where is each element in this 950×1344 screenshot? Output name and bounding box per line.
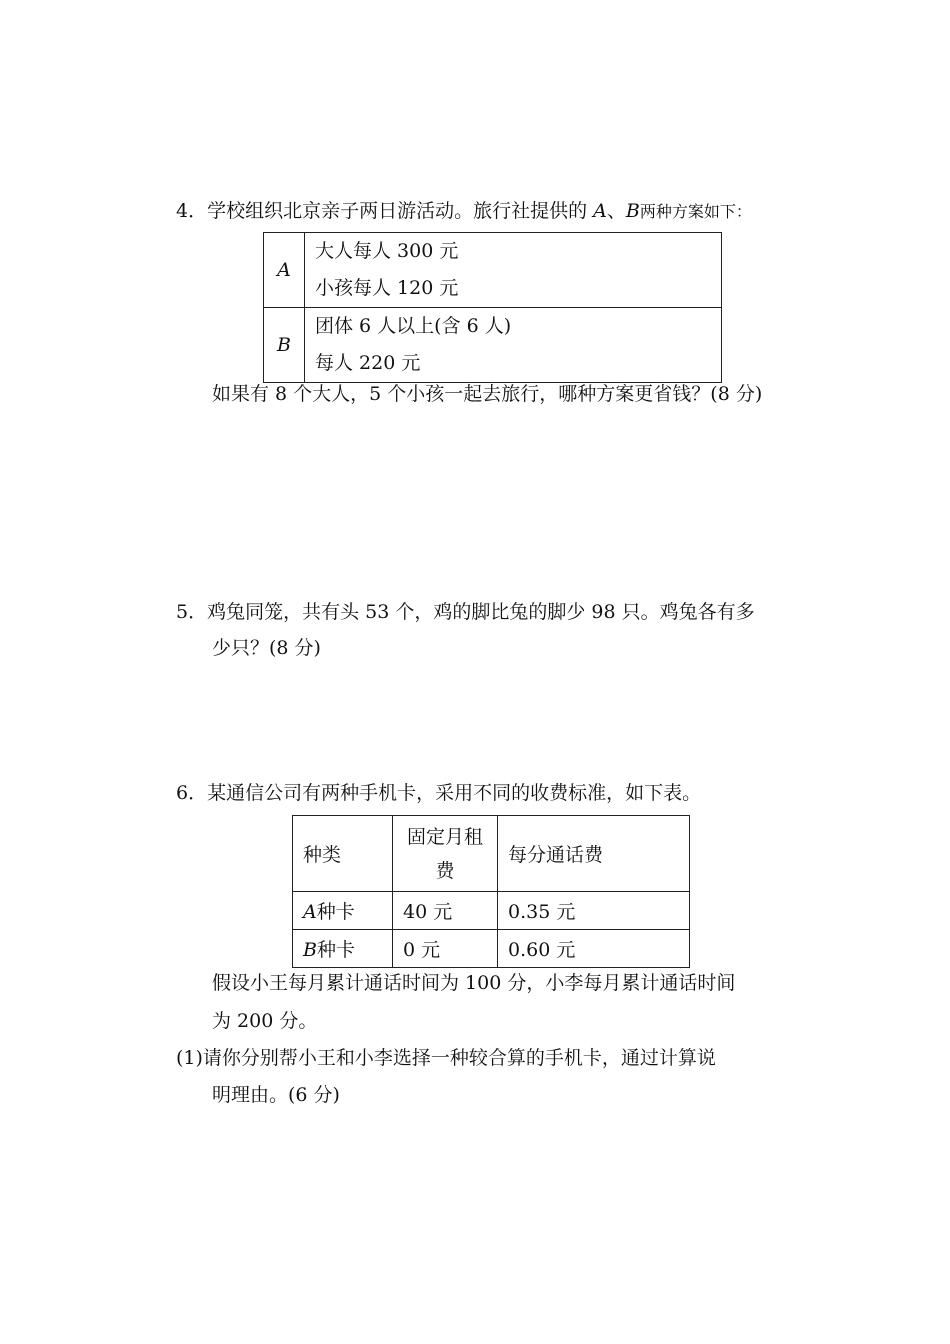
- card-rent: 40 元: [393, 892, 498, 930]
- table-row: [293, 892, 690, 930]
- plan-content: 大人每人 300 元 小孩每人 120 元: [305, 233, 722, 308]
- card-type: B种卡: [293, 930, 393, 968]
- header-rate: 每分通话费: [498, 816, 690, 892]
- plan-row-b: [264, 308, 722, 383]
- q5-line2: 少只？(8 分): [212, 637, 321, 659]
- q6-desc-line2: 为 200 分。: [212, 1010, 318, 1032]
- q6-desc-line1: 假设小王每月累计通话时间为 100 分，小李每月累计通话时间: [212, 972, 736, 994]
- card-rate: 0.35 元: [498, 892, 690, 930]
- card-rent: 0 元: [393, 930, 498, 968]
- q6-intro: 6．某通信公司有两种手机卡，采用不同的收费标准，如下表。: [176, 782, 702, 804]
- q4-intro: 4．学校组织北京亲子两日游活动。旅行社提供的 A、B两种方案如下：: [176, 200, 752, 222]
- table-row: [293, 930, 690, 968]
- q6-sub1-line1: (1)请你分别帮小王和小李选择一种较合算的手机卡，通过计算说: [176, 1047, 716, 1069]
- card-table: [292, 815, 690, 968]
- card-type: A种卡: [293, 892, 393, 930]
- q4-question: 如果有 8 个大人，5 个小孩一起去旅行，哪种方案更省钱？(8 分): [212, 383, 763, 405]
- header-rent: 固定月租 费: [393, 816, 498, 892]
- plan-row-a: [264, 233, 722, 308]
- card-rate: 0.60 元: [498, 930, 690, 968]
- plan-content: 团体 6 人以上(含 6 人) 每人 220 元: [305, 308, 722, 383]
- plan-label: A: [264, 233, 305, 308]
- plan-label: B: [264, 308, 305, 383]
- table-header-row: [293, 816, 690, 892]
- q6-sub1-line2: 明理由。(6 分): [212, 1084, 340, 1106]
- plan-table: [263, 232, 722, 383]
- q5-line1: 5．鸡兔同笼，共有头 53 个，鸡的脚比兔的脚少 98 只。鸡兔各有多: [176, 601, 755, 623]
- header-type: 种类: [293, 816, 393, 892]
